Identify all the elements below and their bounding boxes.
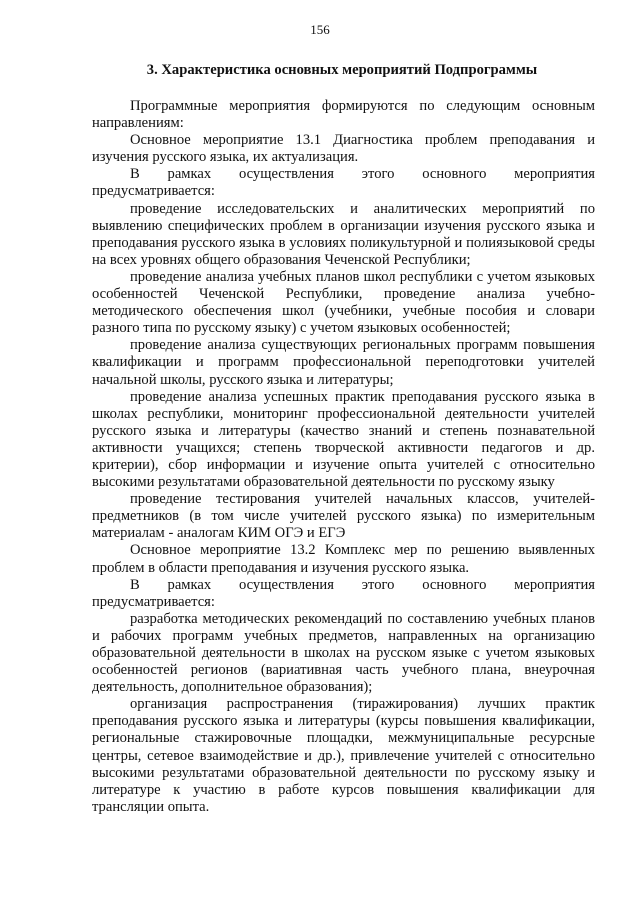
paragraph: Основное мероприятие 13.1 Диагностика проблем преподавания и изучения русского языка, их актуализация. (92, 132, 595, 166)
paragraph: организация распространения (тиражирования) лучших практик преподавания русского языка и литературы (курсы повышения квалификации, региональные стажировочные площадки, межмуниципальные ресурсные центры, сетевое взаимодействие и др.), привлечение учителей с относительно высокими результатами образовательной деятельности по русскому языку и литературе к участию в работе курсов повышения квалификации для трансляции опыта. (92, 696, 595, 815)
paragraph: проведение тестирования учителей начальных классов, учителей-предметников (в том числе учителей русского языка) по измерительным материалам - аналогам КИМ ОГЭ и ЕГЭ (92, 491, 595, 542)
paragraph: проведение анализа существующих региональных программ повышения квалификации и программ профессиональной переподготовки учителей начальной школы, русского языка и литературы; (92, 337, 595, 388)
paragraph: Основное мероприятие 13.2 Комплекс мер по решению выявленных проблем в области преподавания и изучения русского языка. (92, 542, 595, 576)
paragraph: проведение анализа учебных планов школ республики с учетом языковых особенностей Чеченской Республики, проведение анализа учебно-методического обеспечения школ (учебники, учебные пособия и словари разного типа по русскому языку) с учетом языковых особенностей; (92, 268, 595, 337)
section-heading: 3. Характеристика основных мероприятий Подпрограммы (146, 62, 538, 78)
paragraph: Программные мероприятия формируются по следующим основным направлениям: (92, 98, 595, 132)
paragraph: проведение исследовательских и аналитических мероприятий по выявлению специфических проблем в организации изучения русского языка и преподавания русского языка в условиях поликультурной и полиязыковой среды на всех уровнях общего образования Чеченской Республики; (92, 200, 595, 268)
page-number: 156 (310, 22, 330, 37)
paragraph: В рамках осуществления этого основного мероприятия предусматривается: (92, 166, 595, 200)
paragraph: разработка методических рекомендаций по составлению учебных планов и рабочих программ учебных предметов, направленных на организацию образовательной деятельности в школах на русском языке с учетом языковых особенностей регионов (вариативная часть учебного плана, внеурочная деятельность, дополнительное образования); (92, 610, 595, 696)
paragraph: В рамках осуществления этого основного мероприятия предусматривается: (92, 576, 595, 610)
paragraph: проведение анализа успешных практик преподавания русского языка в школах республики, мониторинг профессиональной деятельности учителей русского языка и литературы (качество знаний и степень познавательной активности учащихся; степень творческой активности педагогов и др. критерии), сбор информации и изучение опыта учителей с относительно высокими результатами образовательной деятельности по русскому языку (92, 388, 595, 491)
body-text (92, 98, 595, 816)
